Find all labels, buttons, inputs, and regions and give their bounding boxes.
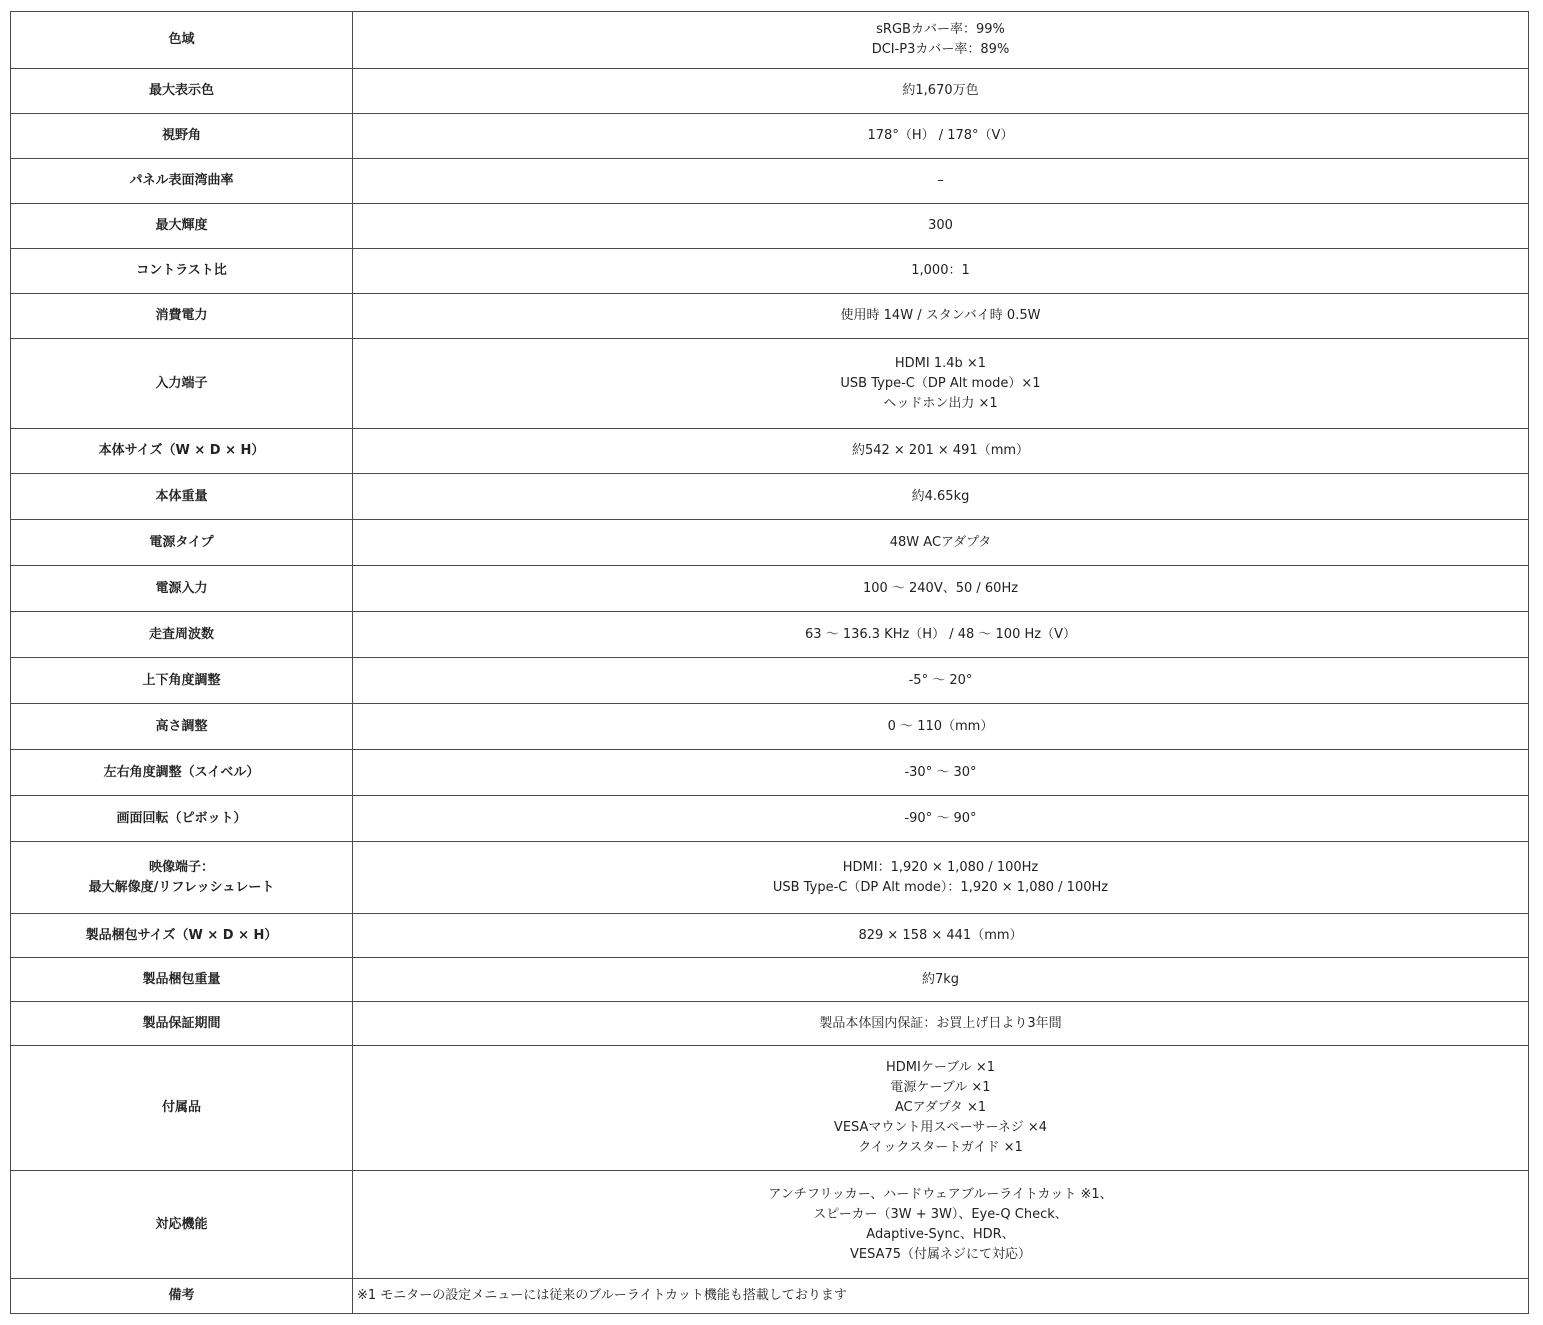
spec-value: 100 ～ 240V、50 / 60Hz — [353, 566, 1529, 612]
spec-value: HDMI 1.4b ×1 USB Type-C（DP Alt mode）×1 ヘッドホン出力 ×1 — [353, 339, 1529, 429]
spec-row-features — [11, 1171, 1529, 1279]
spec-row-body-size — [11, 429, 1529, 474]
spec-value: -90° ～ 90° — [353, 796, 1529, 842]
spec-row-swivel — [11, 750, 1529, 796]
spec-label: 消費電力 — [11, 294, 353, 339]
spec-value: 約1,670万色 — [353, 69, 1529, 114]
spec-value: HDMI：1,920 × 1,080 / 100Hz USB Type-C（DP Alt mode）：1,920 × 1,080 / 100Hz — [353, 842, 1529, 914]
spec-value: -5° ～ 20° — [353, 658, 1529, 704]
spec-label: 付属品 — [11, 1046, 353, 1171]
spec-label: 高さ調整 — [11, 704, 353, 750]
spec-value: – — [353, 159, 1529, 204]
spec-label: 最大表示色 — [11, 69, 353, 114]
spec-row-contrast — [11, 249, 1529, 294]
spec-row-accessories — [11, 1046, 1529, 1171]
spec-value: -30° ～ 30° — [353, 750, 1529, 796]
spec-row-package-size — [11, 914, 1529, 958]
spec-row-power-type — [11, 520, 1529, 566]
spec-label: 色域 — [11, 12, 353, 69]
spec-row-package-weight — [11, 958, 1529, 1002]
spec-value: 178°（H） / 178°（V） — [353, 114, 1529, 159]
spec-label: 備考 — [11, 1279, 353, 1314]
spec-value: sRGBカバー率：99% DCI-P3カバー率：89% — [353, 12, 1529, 69]
spec-label: 製品梱包サイズ（W × D × H） — [11, 914, 353, 958]
spec-sheet — [10, 11, 1529, 1314]
spec-row-max-brightness — [11, 204, 1529, 249]
spec-row-max-colors — [11, 69, 1529, 114]
spec-value: 0 ～ 110（mm） — [353, 704, 1529, 750]
spec-label: 入力端子 — [11, 339, 353, 429]
spec-label: パネル表面湾曲率 — [11, 159, 353, 204]
spec-row-scan-frequency — [11, 612, 1529, 658]
spec-row-notes — [11, 1279, 1529, 1314]
spec-label: 上下角度調整 — [11, 658, 353, 704]
spec-label: 最大輝度 — [11, 204, 353, 249]
spec-label: 走査周波数 — [11, 612, 353, 658]
spec-value: 300 — [353, 204, 1529, 249]
spec-value: 約542 × 201 × 491（mm） — [353, 429, 1529, 474]
spec-value: 製品本体国内保証：お買上げ日より3年間 — [353, 1002, 1529, 1046]
spec-value: 48W ACアダプタ — [353, 520, 1529, 566]
spec-value: 約4.65kg — [353, 474, 1529, 520]
spec-row-tilt — [11, 658, 1529, 704]
spec-row-viewing-angle — [11, 114, 1529, 159]
spec-row-input-ports — [11, 339, 1529, 429]
spec-value: ※1 モニターの設定メニューには従来のブルーライトカット機能も搭載しております — [353, 1279, 1529, 1314]
spec-label: コントラスト比 — [11, 249, 353, 294]
spec-value: 829 × 158 × 441（mm） — [353, 914, 1529, 958]
spec-row-power-input — [11, 566, 1529, 612]
spec-row-pivot — [11, 796, 1529, 842]
spec-label: 本体重量 — [11, 474, 353, 520]
spec-label: 画面回転（ピボット） — [11, 796, 353, 842]
spec-row-height-adjust — [11, 704, 1529, 750]
spec-row-panel-curvature — [11, 159, 1529, 204]
spec-row-body-weight — [11, 474, 1529, 520]
spec-label: 本体サイズ（W × D × H） — [11, 429, 353, 474]
spec-label: 対応機能 — [11, 1171, 353, 1279]
spec-value: 63 ～ 136.3 KHz（H） / 48 ～ 100 Hz（V） — [353, 612, 1529, 658]
spec-row-power-consumption — [11, 294, 1529, 339]
spec-value: 1,000：1 — [353, 249, 1529, 294]
spec-row-color-gamut — [11, 12, 1529, 69]
spec-label: 左右角度調整（スイベル） — [11, 750, 353, 796]
spec-value: 使用時 14W / スタンバイ時 0.5W — [353, 294, 1529, 339]
spec-label: 視野角 — [11, 114, 353, 159]
spec-label: 電源タイプ — [11, 520, 353, 566]
spec-label: 映像端子： 最大解像度/リフレッシュレート — [11, 842, 353, 914]
spec-table — [10, 11, 1529, 1314]
spec-value: アンチフリッカー、ハードウェアブルーライトカット ※1、 スピーカー（3W + 3W）、Eye-Q Check、 Adaptive-Sync、HDR、 VESA75（付属ネジにて対応） — [353, 1171, 1529, 1279]
spec-row-warranty — [11, 1002, 1529, 1046]
spec-value: 約7kg — [353, 958, 1529, 1002]
spec-label: 電源入力 — [11, 566, 353, 612]
spec-row-video-ports — [11, 842, 1529, 914]
spec-value: HDMIケーブル ×1 電源ケーブル ×1 ACアダプタ ×1 VESAマウント用スペーサーネジ ×4 クイックスタートガイド ×1 — [353, 1046, 1529, 1171]
spec-label: 製品梱包重量 — [11, 958, 353, 1002]
spec-label: 製品保証期間 — [11, 1002, 353, 1046]
